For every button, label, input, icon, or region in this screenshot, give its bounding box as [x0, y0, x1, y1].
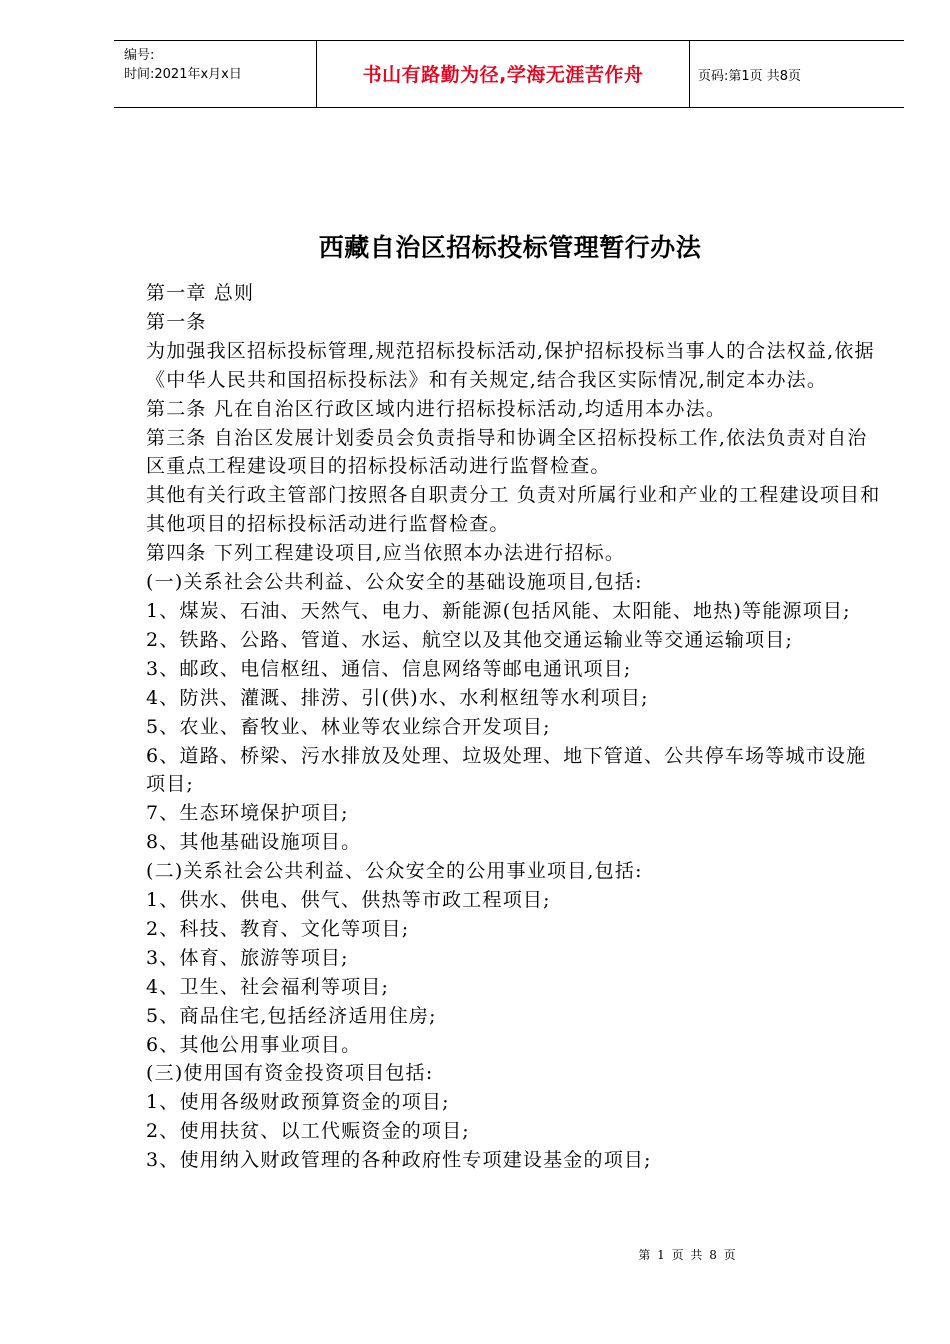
section-heading: (一)关系社会公共利益、公众安全的基础设施项目,包括: [146, 571, 643, 594]
chapter-heading: 第一章 总则 [146, 282, 255, 304]
header-page-cell [690, 41, 904, 107]
list-item: 4、卫生、社会福利等项目; [146, 975, 390, 998]
list-item: 3、体育、旅游等项目; [146, 946, 349, 969]
document-number-label: 编号: [124, 48, 155, 63]
list-item: 4、防洪、灌溉、排涝、引(供)水、水利枢纽等水利项目; [146, 686, 649, 709]
article-heading: 第一条 [146, 310, 207, 333]
body-paragraph: 为加强我区招标投标管理,规范招标投标活动,保护招标投标当事人的合法权益,依据《中华人民共和国招标投标法》和有关规定,结合我区实际情况,制定本办法。 [146, 339, 875, 391]
page-header [114, 40, 904, 108]
body-paragraph: 第三条 自治区发展计划委员会负责指导和协调全区招标投标工作,依法负责对自治区重点工程建设项目的招标投标活动进行监督检查。 [146, 426, 868, 478]
list-item: 3、邮政、电信枢纽、通信、信息网络等邮电通讯项目; [146, 657, 632, 680]
body-paragraph: 其他有关行政主管部门按照各自职责分工 负责对所属行业和产业的工程建设项目和其他项目的招标投标活动进行监督检查。 [146, 484, 881, 536]
body-paragraph: 第四条 下列工程建设项目,应当依照本办法进行招标。 [146, 542, 626, 565]
list-item: 1、使用各级财政预算资金的项目; [146, 1091, 450, 1114]
header-page-info: 页码:第1页 共8页 [698, 68, 802, 84]
document-title: 西藏自治区招标投标管理暂行办法 [318, 233, 702, 262]
page-footer: 第 1 页 共 8 页 [638, 1248, 736, 1262]
list-item: 7、生态环境保护项目; [146, 802, 349, 825]
list-item: 6、道路、桥梁、污水排放及处理、垃圾处理、地下管道、公共停车场等城市设施项目; [146, 744, 867, 796]
header-motto: 书山有路勤为径,学海无涯苦作舟 [362, 63, 644, 86]
header-motto-cell [316, 41, 690, 107]
document-time-label: 时间:2021年x月x日 [124, 67, 242, 82]
list-item: 2、使用扶贫、以工代赈资金的项目; [146, 1120, 470, 1143]
list-item: 8、其他基础设施项目。 [146, 831, 362, 854]
list-item: 2、科技、教育、文化等项目; [146, 917, 410, 940]
list-item: 3、使用纳入财政管理的各种政府性专项建设基金的项目; [146, 1149, 652, 1172]
list-item: 6、其他公用事业项目。 [146, 1033, 362, 1056]
header-meta-cell [114, 41, 316, 107]
list-item: 1、供水、供电、供气、供热等市政工程项目; [146, 889, 551, 912]
list-item: 1、煤炭、石油、天然气、电力、新能源(包括风能、太阳能、地热)等能源项目; [146, 599, 851, 622]
section-heading: (二)关系社会公共利益、公众安全的公用事业项目,包括: [146, 860, 643, 883]
document-body [146, 279, 881, 1175]
list-item: 2、铁路、公路、管道、水运、航空以及其他交通运输业等交通运输项目; [146, 628, 794, 651]
list-item: 5、商品住宅,包括经济适用住房; [146, 1004, 437, 1027]
section-heading: (三)使用国有资金投资项目包括: [146, 1062, 434, 1085]
body-paragraph: 第二条 凡在自治区行政区域内进行招标投标活动,均适用本办法。 [146, 397, 727, 420]
list-item: 5、农业、畜牧业、林业等农业综合开发项目; [146, 715, 551, 738]
